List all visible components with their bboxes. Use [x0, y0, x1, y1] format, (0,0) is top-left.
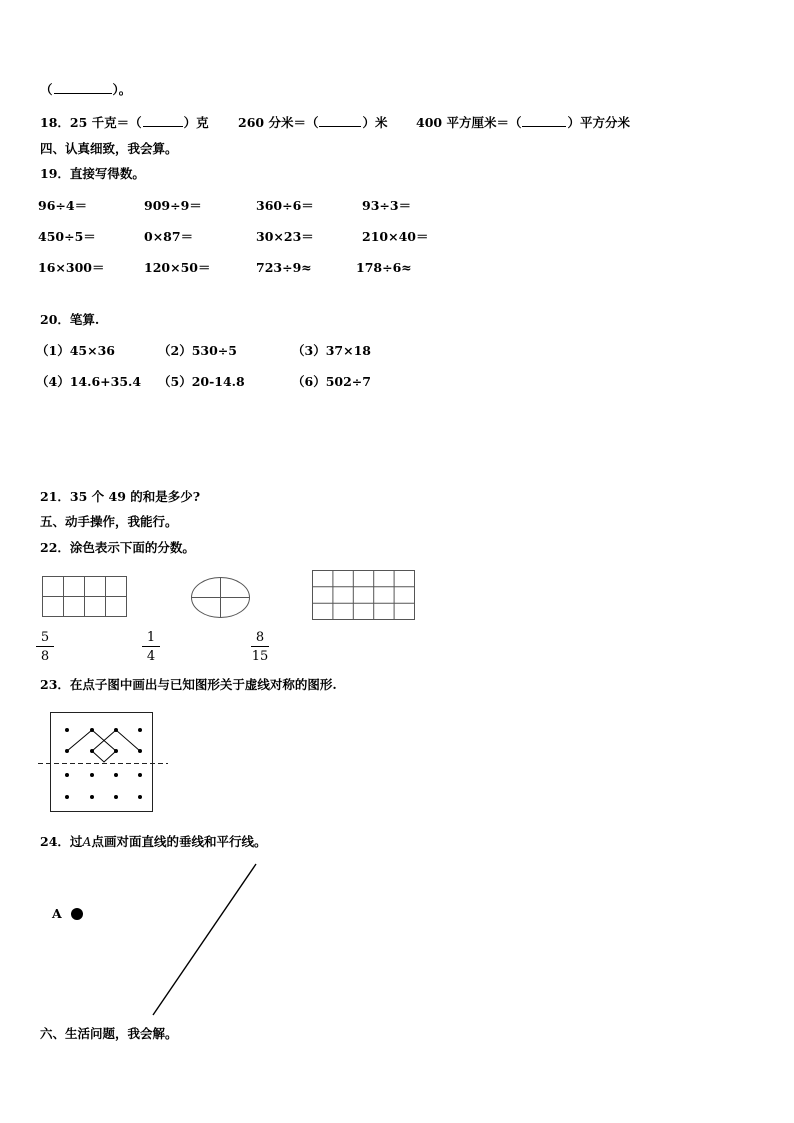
q18-blank-1[interactable]	[143, 115, 183, 127]
section-4-heading: 四、认真细致，我会算。	[40, 141, 178, 156]
q18-blank-3[interactable]	[522, 115, 566, 127]
q23-title: 23．在点子图中画出与已知图形关于虚线对称的图形.	[40, 677, 337, 692]
q19-item: 178÷6≈	[356, 260, 412, 275]
q19-item: 16×300＝	[38, 260, 105, 275]
q20-item: （5）20-14.8	[158, 374, 245, 389]
point-a-label: A	[52, 906, 62, 921]
q18-part-b: 260 分米＝（ ）米	[238, 115, 388, 130]
q21-text: 21．35 个 49 的和是多少?	[40, 489, 201, 504]
rectangle-grid-3x5[interactable]	[312, 570, 418, 622]
q18-blank-2[interactable]	[319, 115, 361, 127]
fraction-1-4: 1 4	[142, 630, 160, 664]
q19-item: 360÷6＝	[256, 198, 314, 213]
q19-item: 909÷9＝	[144, 198, 202, 213]
q17-answer-line: （ ）。	[40, 82, 132, 97]
q20-item: （3）37×18	[292, 343, 371, 358]
q19-item: 96÷4＝	[38, 198, 88, 213]
q19-item: 723÷9≈	[256, 260, 312, 275]
q20-item: （6）502÷7	[292, 374, 371, 389]
point-a-dot[interactable]	[70, 907, 84, 921]
q19-title: 19．直接写得数。	[40, 166, 145, 181]
q19-item: 30×23＝	[256, 229, 314, 244]
slanted-line[interactable]	[150, 862, 260, 1018]
section-6-heading: 六、生活问题，我会解。	[40, 1026, 178, 1041]
q18-line: 18．25 千克＝（ ）克	[40, 115, 209, 130]
fraction-5-8: 5 8	[36, 630, 54, 664]
q17-blank[interactable]	[54, 82, 112, 94]
section-5-heading: 五、动手操作，我能行。	[40, 514, 178, 529]
rectangle-grid-2x4[interactable]	[42, 576, 128, 618]
ellipse-quarters[interactable]	[190, 576, 252, 620]
q19-item: 120×50＝	[144, 260, 211, 275]
q24-title: 24．过A点画对面直线的垂线和平行线。	[40, 834, 267, 849]
dot-grid-symmetry[interactable]	[38, 710, 170, 814]
q20-title: 20．笔算.	[40, 312, 100, 327]
q20-item: （2）530÷5	[158, 343, 237, 358]
fraction-8-15: 8 15	[251, 630, 269, 664]
q19-item: 210×40＝	[362, 229, 429, 244]
q19-item: 93÷3＝	[362, 198, 412, 213]
q22-title: 22．涂色表示下面的分数。	[40, 540, 195, 555]
q19-item: 450÷5＝	[38, 229, 96, 244]
q20-item: （4）14.6+35.4	[36, 374, 142, 389]
q20-item: （1）45×36	[36, 343, 115, 358]
q18-part-c: 400 平方厘米＝（ ）平方分米	[416, 115, 630, 130]
q19-item: 0×87＝	[144, 229, 194, 244]
